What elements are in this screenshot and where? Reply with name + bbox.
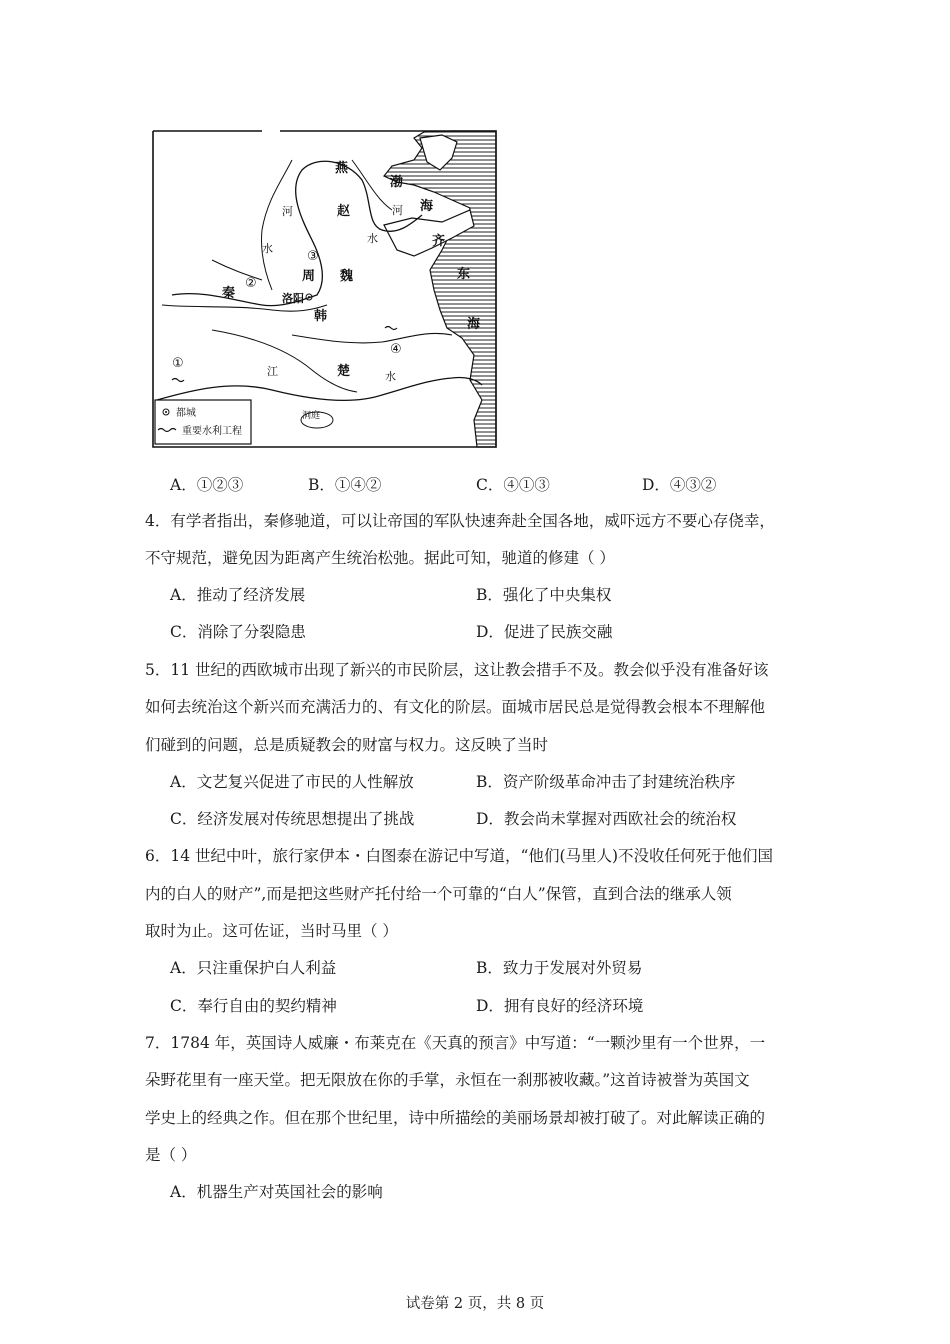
q4-option-d[interactable]: D．促进了民族交融: [476, 623, 613, 641]
q7-line-1: 7．1784 年，英国诗人威廉・布莱克在《天真的预言》中写道：“一颗沙里有一个世界，一: [145, 1034, 766, 1052]
q6-option-a[interactable]: A．只注重保护白人利益: [170, 959, 337, 977]
label-luoyang: 洛阳: [282, 292, 304, 305]
label-bo: 渤: [390, 175, 404, 190]
q3-option-c[interactable]: C．④①③: [476, 476, 550, 494]
q7-line-2: 朵野花里有一座天堂。把无限放在你的手掌，永恒在一刹那被收藏。”这首诗被誉为英国文: [145, 1071, 750, 1089]
q5-option-c[interactable]: C．经济发展对传统思想提出了挑战: [170, 810, 415, 828]
marker-1: ①: [172, 356, 184, 371]
q4-option-a[interactable]: A．推动了经济发展: [170, 586, 306, 604]
label-shui-2: 水: [262, 242, 273, 255]
q4-option-c[interactable]: C．消除了分裂隐患: [170, 623, 306, 641]
q7-option-a[interactable]: A．机器生产对英国社会的影响: [170, 1183, 383, 1201]
q5-option-b[interactable]: B．资产阶级革命冲击了封建统治秩序: [476, 773, 736, 791]
q3-option-b[interactable]: B．①④②: [308, 476, 382, 494]
q3-option-d[interactable]: D．④③②: [642, 476, 717, 494]
label-han: 韩: [314, 309, 328, 324]
q4-line-1: 4．有学者指出，秦修驰道，可以让帝国的军队快速奔赴全国各地，威吓远方不要心存侥幸，: [145, 512, 775, 530]
q5-line-2: 如何去统治这个新兴而充满活力的、有文化的阶层。面城市居民总是觉得教会根本不理解他: [145, 698, 766, 716]
q5-line-1: 5．11 世纪的西欧城市出现了新兴的市民阶层，这让教会措手不及。教会似乎没有准备好该: [145, 661, 769, 679]
q7-line-4: 是（ ）: [145, 1146, 197, 1164]
label-he-2: 河: [392, 204, 403, 217]
label-qi: 齐: [432, 234, 446, 249]
label-shui-3: 水: [367, 232, 378, 245]
page-footer: 试卷第 2 页，共 8 页: [405, 1296, 545, 1312]
label-zhao: 赵: [337, 204, 351, 219]
label-hai2: 海: [467, 317, 481, 332]
label-dongting: 洞庭: [302, 411, 321, 421]
q6-option-b[interactable]: B．致力于发展对外贸易: [476, 959, 643, 977]
warring-states-map: [152, 130, 497, 448]
label-he-1: 河: [282, 205, 293, 218]
marker-2: ②: [245, 276, 257, 291]
label-yan: 燕: [335, 161, 349, 176]
q5-line-3: 们碰到的问题，总是质疑教会的财富与权力。这反映了当时: [145, 736, 549, 754]
label-chu: 楚: [337, 364, 351, 379]
q7-line-3: 学史上的经典之作。但在那个世纪里，诗中所描绘的美丽场景却被打破了。对此解读正确的: [145, 1109, 766, 1127]
q3-option-a[interactable]: A．①②③: [170, 476, 244, 494]
marker-4: ④: [390, 342, 402, 357]
yangtze-river: [157, 377, 482, 400]
q6-line-3: 取时为止。这可佐证，当时马里（ ）: [145, 922, 398, 940]
q6-line-1: 6．14 世纪中叶，旅行家伊本・白图泰在游记中写道，“他们(马里人)不没收任何死于他们国: [145, 847, 774, 865]
label-zhou: 周: [302, 269, 316, 284]
q5-option-d[interactable]: D．教会尚未掌握对西欧社会的统治权: [476, 810, 737, 828]
huai-river: [292, 333, 452, 342]
label-wei: 魏: [340, 269, 354, 284]
q4-line-2: 不守规范，避免因为距离产生统治松弛。据此可知，驰道的修建（ ）: [145, 549, 615, 567]
q6-line-2: 内的白人的财产”,而是把这些财产托付给一个可靠的“白人”保管，直到合法的继承人领: [145, 885, 732, 903]
label-shui-1: 水: [385, 370, 396, 383]
yellow-river: [172, 161, 422, 305]
label-dong: 东: [457, 267, 471, 282]
marker-3: ③: [307, 249, 319, 264]
wei-river: [162, 305, 327, 311]
legend-capital: 都城: [176, 408, 196, 419]
q6-option-c[interactable]: C．奉行自由的契约精神: [170, 997, 337, 1015]
q5-option-a[interactable]: A．文艺复兴促进了市民的人性解放: [170, 773, 414, 791]
q6-option-d[interactable]: D．拥有良好的经济环境: [476, 997, 644, 1015]
q4-option-b[interactable]: B．强化了中央集权: [476, 586, 612, 604]
legend-water-project: 重要水利工程: [182, 426, 242, 437]
label-qin: 秦: [222, 286, 236, 301]
label-hai: 海: [420, 199, 434, 214]
label-jiang: 江: [267, 365, 278, 378]
